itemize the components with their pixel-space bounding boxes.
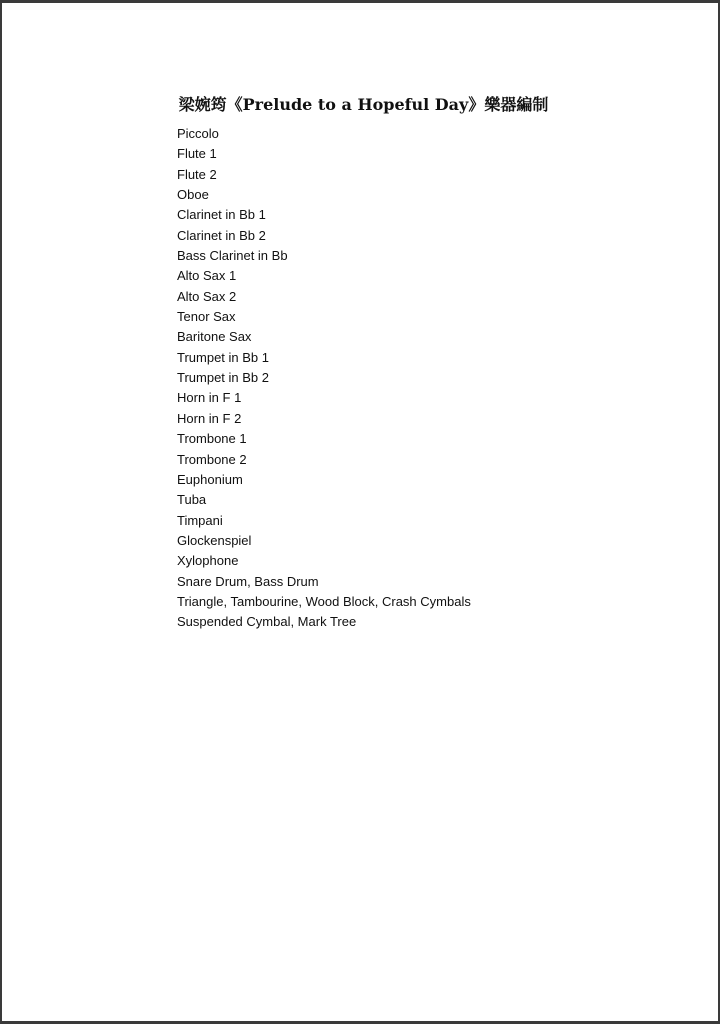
- instrument-item: Flute 2: [177, 166, 217, 182]
- instrument-item: Alto Sax 1: [177, 268, 237, 284]
- instrument-item: Piccolo: [177, 126, 219, 141]
- instrument-item: Trumpet in Bb 1: [177, 349, 270, 365]
- instrument-item: Trumpet in Bb 2: [177, 370, 270, 386]
- instrument-item: Trombone 1: [177, 431, 247, 447]
- instrument-item: Euphonium: [177, 471, 243, 487]
- instrument-item: Glockenspiel: [177, 532, 252, 548]
- instrument-item: Horn in F 1: [177, 390, 242, 406]
- instrument-item: Suspended Cymbal, Mark Tree: [177, 614, 357, 630]
- instrument-item: Timpani: [177, 512, 223, 528]
- instrument-item: Oboe: [177, 187, 209, 203]
- instrument-item: Bass Clarinet in Bb: [177, 248, 288, 264]
- instrument-item: Trombone 2: [177, 451, 247, 467]
- instrument-item: Tuba: [177, 492, 207, 508]
- instrument-item: Horn in F 2: [177, 410, 242, 426]
- document-title-container: [0, 92, 720, 115]
- instrument-item: Triangle, Tambourine, Wood Block, Crash Cymbals: [177, 593, 471, 609]
- instrument-item: Clarinet in Bb 2: [177, 227, 266, 243]
- instrument-item: Xylophone: [177, 553, 239, 569]
- instrument-item: Flute 1: [177, 146, 217, 162]
- instrument-item: Baritone Sax: [177, 329, 252, 345]
- instrument-item: Clarinet in Bb 1: [177, 207, 266, 223]
- document-title: 梁婉筠《Prelude to a Hopeful Day》樂器編制: [178, 95, 549, 114]
- instrument-list: [177, 124, 471, 633]
- instrument-item: Alto Sax 2: [177, 288, 237, 304]
- instrument-item: Snare Drum, Bass Drum: [177, 573, 319, 589]
- instrument-item: Tenor Sax: [177, 309, 236, 325]
